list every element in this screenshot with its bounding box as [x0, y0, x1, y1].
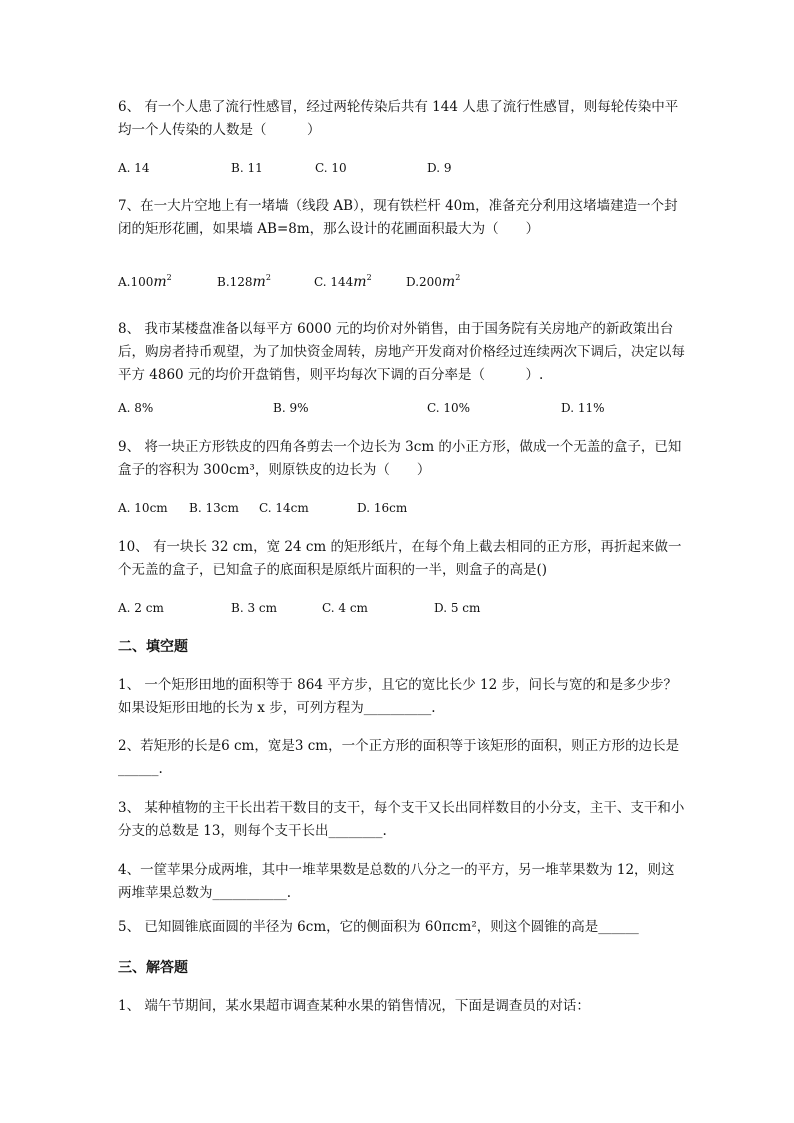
question-8-text: 8、 我市某楼盘准备以每平方 6000 元的均价对外销售，由于国务院有关房地产的新政策出台后，购房者持币观望，为了加快资金周转，房地产开发商对价格经过连续两次下调后，决定以每平方 4860 元的均价开盘销售，则平均每次下调的百分率是（ ）.: [118, 321, 685, 383]
option-d: D. 11%: [561, 401, 605, 415]
fill-question-5: 5、 已知圆锥底面圆的半径为 6cm，它的侧面积为 60πcm²，则这个圆锥的高是______: [118, 919, 639, 935]
option-c: C. 10: [315, 161, 347, 175]
option-d: D. 5 cm: [434, 601, 481, 615]
option-d-value: D.200: [406, 275, 442, 289]
option-c: C. 14cm: [259, 501, 309, 515]
question-10-text: 10、 有一块长 32 cm，宽 24 cm 的矩形纸片，在每个角上截去相同的正方形，再折起来做一个无盖的盒子，已知盒子的底面积是原纸片面积的一半，则盒子的高是(): [118, 539, 682, 578]
unit-m: m: [353, 274, 367, 290]
unit-m: m: [153, 274, 167, 290]
fill-question-1: 1、 一个矩形田地的面积等于 864 平方步，且它的宽比长少 12 步，问长与宽的和是多少步？如果设矩形田地的长为 x 步，可列方程为__________.: [118, 677, 677, 716]
option-b-value: B.128: [217, 275, 253, 289]
option-a: [118, 268, 172, 292]
section-heading-solve: 三、解答题: [118, 960, 188, 976]
option-b: B. 9%: [273, 401, 309, 415]
option-a: A. 10cm: [118, 501, 168, 515]
question-6-text: 6、 有一个人患了流行性感冒，经过两轮传染后共有 144 人患了流行性感冒，则每轮传染中平均一个人传染的人数是（ ）: [118, 99, 679, 138]
option-a-value: A.100: [118, 275, 154, 289]
unit-m: m: [252, 274, 266, 290]
fill-question-4: 4、一筐苹果分成两堆，其中一堆苹果数是总数的八分之一的平方，另一堆苹果数为 12，则这两堆苹果总数为___________.: [118, 862, 675, 901]
solve-question-1: 1、 端午节期间，某水果超市调查某种水果的销售情况，下面是调查员的对话：: [118, 998, 590, 1014]
option-c: C. 4 cm: [322, 601, 368, 615]
option-c-value: C. 144: [314, 275, 354, 289]
fill-question-3: 3、 某种植物的主干长出若干数目的支干，每个支干又长出同样数目的小分支，主干、支干和小分支的总数是 13，则每个支干长出________.: [118, 800, 685, 839]
option-a: A. 8%: [118, 401, 154, 415]
option-b: B. 3 cm: [231, 601, 277, 615]
option-b: [217, 268, 271, 292]
unit-power: 2: [265, 273, 271, 282]
unit-power: 2: [166, 273, 172, 282]
option-b: B. 11: [231, 161, 263, 175]
option-d: D. 16cm: [357, 501, 408, 515]
option-d: [406, 268, 460, 292]
unit-power: 2: [366, 273, 372, 282]
option-c: [314, 268, 372, 292]
option-d: D. 9: [427, 161, 452, 175]
question-9-text: 9、 将一块正方形铁皮的四角各剪去一个边长为 3cm 的小正方形，做成一个无盖的盒子，已知盒子的容积为 300cm³，则原铁皮的边长为（ ）: [118, 439, 682, 478]
option-c: C. 10%: [427, 401, 471, 415]
option-a: A. 14: [118, 161, 150, 175]
section-heading-fill-in: 二、填空题: [118, 639, 188, 655]
question-7-text: 7、在一大片空地上有一堵墙（线段 AB），现有铁栏杆 40m，准备充分利用这堵墙建造一个封闭的矩形花圃，如果墙 AB=8m，那么设计的花圃面积最大为（ ）: [118, 198, 678, 237]
unit-power: 2: [455, 273, 461, 282]
option-b: B. 13cm: [189, 501, 239, 515]
unit-m: m: [441, 274, 456, 290]
fill-question-2: 2、若矩形的长是6 cm，宽是3 cm，一个正方形的面积等于该矩形的面积，则正方形的边长是______.: [118, 738, 680, 777]
option-a: A. 2 cm: [118, 601, 164, 615]
